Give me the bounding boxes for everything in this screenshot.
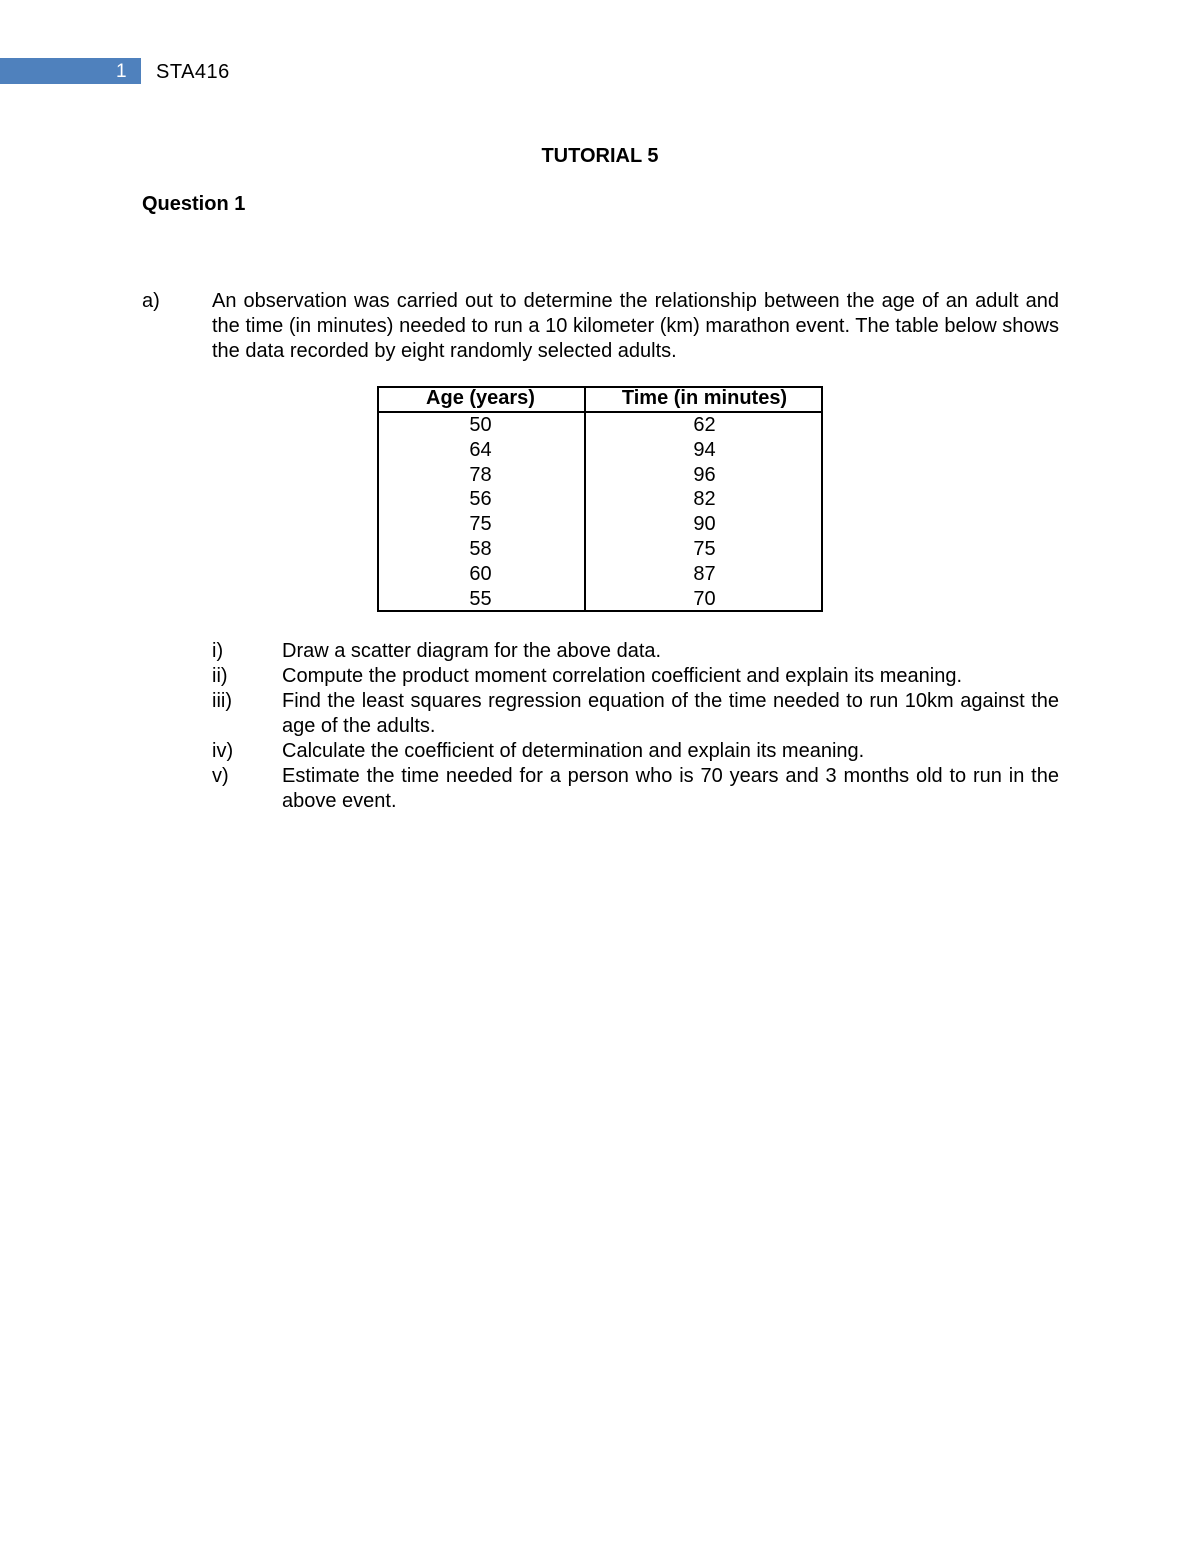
table-row (377, 438, 823, 463)
cell-time: 82 (693, 488, 716, 511)
table-row (377, 562, 823, 587)
table-row (377, 412, 823, 438)
table-row (377, 463, 823, 488)
page-title: TUTORIAL 5 (541, 145, 659, 167)
course-code: STA416 (156, 61, 230, 83)
part-a-label: a) (142, 290, 160, 312)
table-row (377, 587, 823, 612)
sub-question-label: iv) (212, 740, 234, 762)
cell-time: 75 (693, 537, 716, 560)
table-row (377, 487, 823, 512)
table-row (377, 512, 823, 537)
sub-question-text: Draw a scatter diagram for the above data. (282, 640, 662, 662)
sub-question-text: Estimate the time needed for a person who is 70 years and 3 months old to run in the above event. (282, 765, 1059, 812)
sub-question-text: Find the least squares regression equation of the time needed to run 10km against the age of the adults. (282, 690, 1059, 737)
cell-age: 75 (377, 512, 585, 537)
sub-question (212, 639, 1059, 664)
cell-age: 64 (377, 438, 585, 463)
sub-question-label: i) (212, 640, 224, 662)
sub-question-text: Calculate the coefficient of determination and explain its meaning. (282, 740, 865, 762)
sub-question-label: iii) (212, 690, 232, 712)
sub-question (212, 764, 1059, 814)
sub-question-label: ii) (212, 665, 228, 687)
sub-question-list (212, 639, 1059, 814)
page-number: 1 (116, 61, 127, 82)
data-table (377, 386, 823, 611)
cell-age: 78 (377, 463, 585, 488)
column-header-time: Time (in minutes) (585, 386, 823, 412)
sub-question (212, 689, 1059, 739)
cell-age: 56 (377, 487, 585, 512)
sub-question-label: v) (212, 765, 229, 787)
cell-age: 55 (377, 587, 585, 612)
cell-time: 94 (693, 438, 716, 461)
part-a-text: An observation was carried out to determine the relationship between the age of an adult and the time (in minutes) needed to run a 10 kilometer (km) marathon event. The table below shows the data recorded by eight randomly selected adults. (212, 290, 1059, 362)
cell-age: 50 (377, 412, 585, 438)
sub-question-text: Compute the product moment correlation coefficient and explain its meaning. (282, 665, 963, 687)
cell-time: 62 (693, 414, 716, 436)
question-heading: Question 1 (142, 193, 246, 215)
sub-question (212, 739, 1059, 764)
cell-age: 60 (377, 562, 585, 587)
table-header-row (377, 386, 823, 412)
sub-question (212, 664, 1059, 689)
cell-time: 70 (693, 587, 716, 610)
cell-time: 96 (693, 463, 716, 486)
cell-age: 58 (377, 537, 585, 562)
cell-time: 90 (693, 513, 716, 536)
column-header-age: Age (years) (377, 386, 585, 412)
cell-time: 87 (693, 562, 716, 585)
table-row (377, 537, 823, 562)
